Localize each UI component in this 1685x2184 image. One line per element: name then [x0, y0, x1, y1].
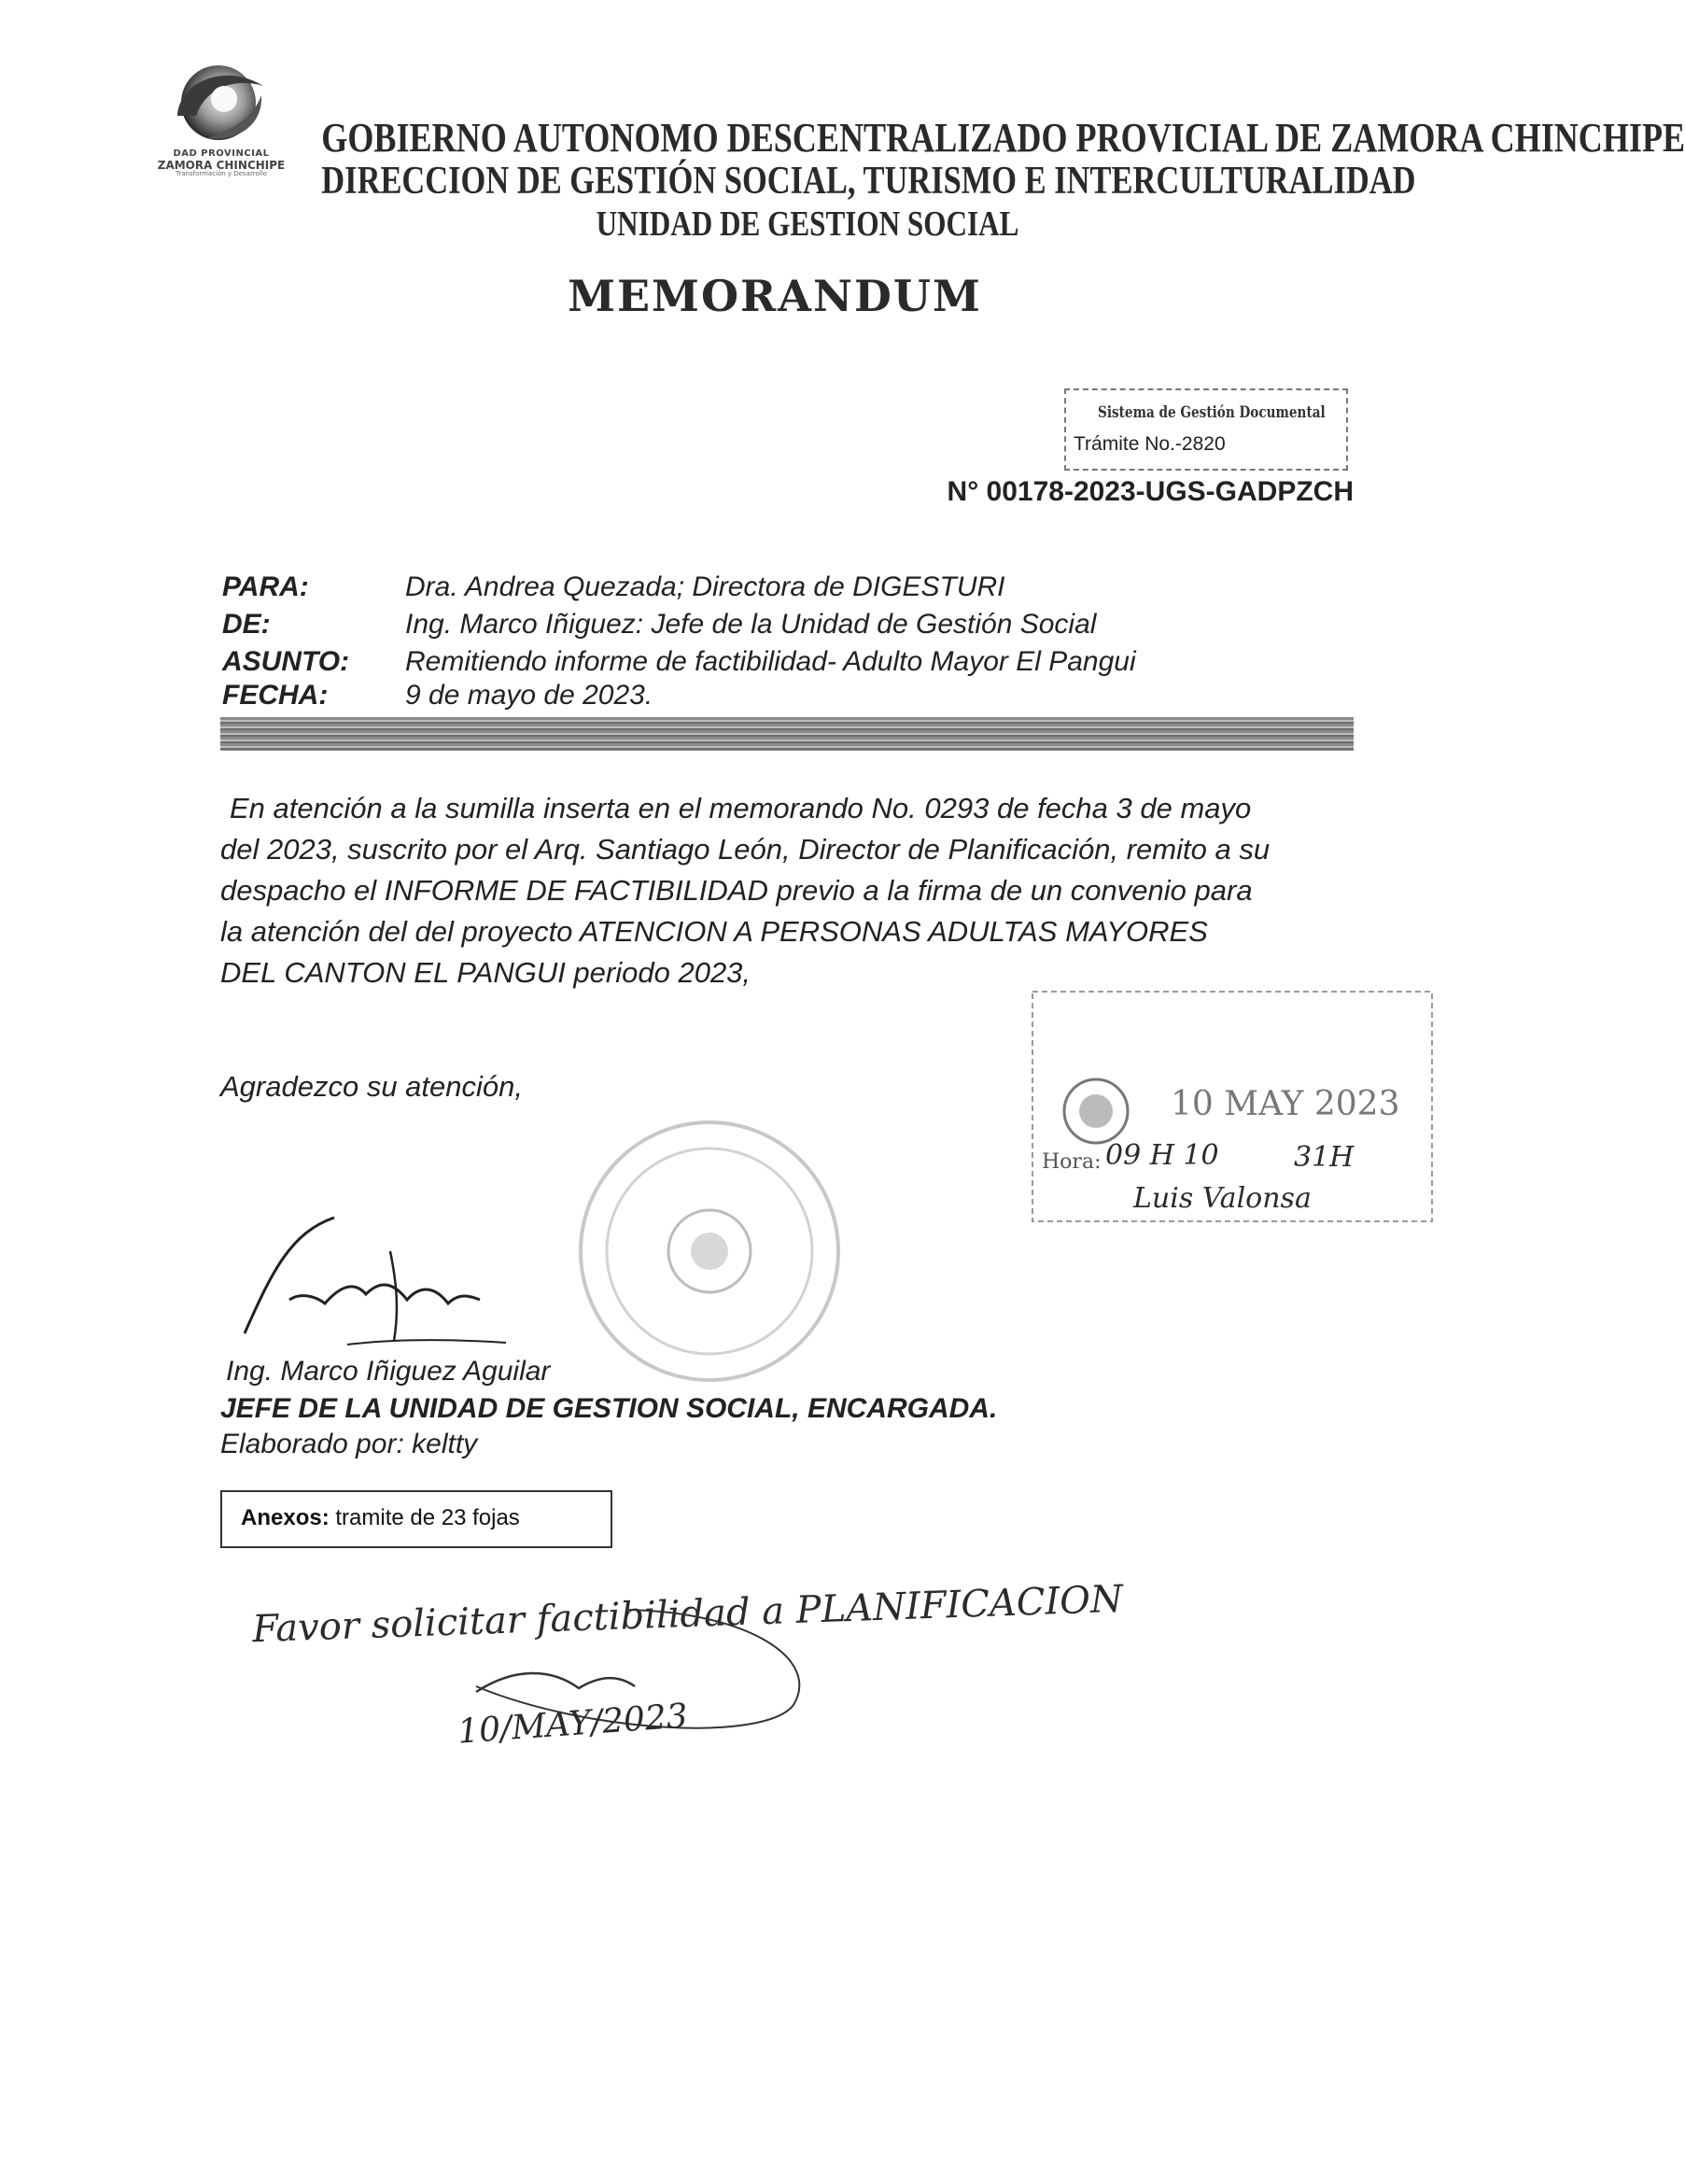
- closing-text: Agradezco su atención,: [220, 1070, 523, 1103]
- document-type-title: MEMORANDUM: [568, 271, 982, 321]
- asunto-value: Remitiendo informe de factibilidad- Adulto Mayor El Pangui: [405, 646, 1136, 677]
- para-value: Dra. Andrea Quezada; Directora de DIGESTURI: [405, 571, 1005, 602]
- reception-receiver: Luis Valonsa: [1133, 1182, 1312, 1215]
- logo-line-2: ZAMORA CHINCHIPE: [157, 158, 286, 172]
- prepared-by: Elaborado por: keltty: [220, 1429, 478, 1459]
- document-system-stamp: [1064, 388, 1348, 471]
- header-unit: UNIDAD DE GESTION SOCIAL: [596, 204, 1019, 244]
- signer-name: Ing. Marco Iñiguez Aguilar: [226, 1356, 551, 1387]
- fecha-label: FECHA:: [222, 680, 329, 711]
- memo-reference-number: N° 00178-2023-UGS-GADPZCH: [947, 476, 1354, 507]
- annex-value: tramite de 23 fojas: [335, 1505, 520, 1530]
- logo-line-1: DAD PROVINCIAL: [173, 148, 270, 159]
- stamp-tramite-number: Trámite No.-2820: [1074, 433, 1226, 455]
- body-line-1: En atención a la sumilla inserta en el memorando No. 0293 de fecha 3 de mayo: [230, 792, 1252, 824]
- logo-line-3: Transformación y Desarrollo: [176, 170, 267, 178]
- body-line-2: del 2023, suscrito por el Arq. Santiago León, Director de Planificación, remito a su: [220, 833, 1271, 866]
- logo-swirl-icon: [151, 58, 291, 151]
- reception-hora-value: 09 H 10: [1105, 1139, 1219, 1172]
- header-direction: DIRECCION DE GESTIÓN SOCIAL, TURISMO E INTERCULTURALIDAD: [321, 160, 1416, 203]
- separator-band: [220, 717, 1354, 751]
- institution-logo: [151, 58, 291, 189]
- signer-title: JEFE DE LA UNIDAD DE GESTION SOCIAL, ENCARGADA.: [220, 1393, 998, 1424]
- asunto-label: ASUNTO:: [222, 646, 350, 677]
- reception-stamp: [1031, 990, 1434, 1223]
- fecha-value: 9 de mayo de 2023.: [405, 680, 653, 711]
- de-value: Ing. Marco Iñiguez: Jefe de la Unidad de Gestión Social: [405, 609, 1097, 640]
- official-seal-icon: [560, 1111, 859, 1391]
- handwritten-note: Favor solicitar factibilidad a PLANIFICACION: [251, 1577, 1124, 1652]
- header-institution: GOBIERNO AUTONOMO DESCENTRALIZADO PROVICIAL DE ZAMORA CHINCHIPE: [321, 115, 1685, 161]
- handwritten-signature: [235, 1214, 543, 1354]
- reception-fojas: 31H: [1294, 1141, 1355, 1174]
- reception-hora-label: Hora:: [1042, 1150, 1102, 1174]
- body-line-4: la atención del del proyecto ATENCION A PERSONAS ADULTAS MAYORES: [220, 915, 1208, 948]
- para-label: PARA:: [222, 571, 309, 602]
- de-label: DE:: [222, 609, 271, 640]
- stamp-system-title: Sistema de Gestión Documental: [1098, 403, 1326, 422]
- annex-label: Anexos:: [241, 1505, 330, 1530]
- handwritten-date: 10/MAY/2023: [456, 1697, 689, 1752]
- annex-box: [220, 1490, 612, 1548]
- body-line-3: despacho el INFORME DE FACTIBILIDAD previo a la firma de un convenio para: [220, 874, 1253, 907]
- reception-date: 10 MAY 2023: [1171, 1085, 1400, 1123]
- body-line-5: DEL CANTON EL PANGUI periodo 2023,: [220, 956, 751, 989]
